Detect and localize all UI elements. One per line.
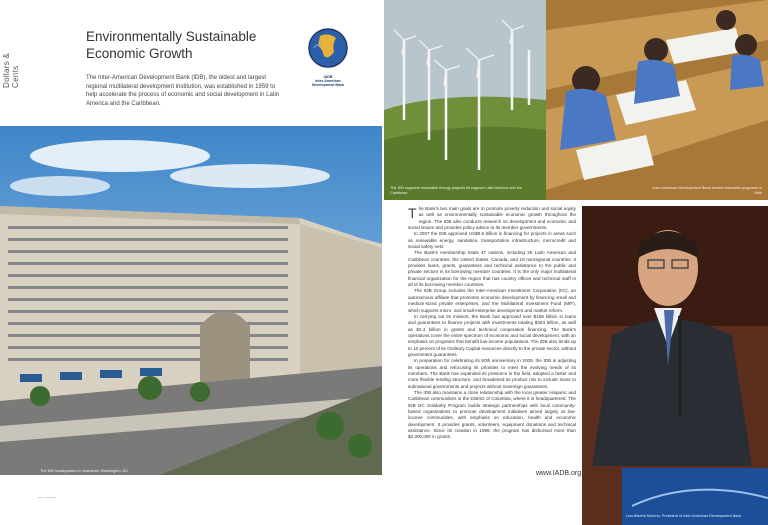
article-intro: The Inter-American Development Bank (IDB), the oldest and largest regional multilateral development institution, was established in 1959 to help accelerate the process of economic and social development in Latin America and the Caribbean. bbox=[86, 75, 280, 107]
article-body bbox=[408, 206, 576, 441]
website-link[interactable]: www.IADB.org bbox=[536, 470, 582, 477]
body-paragraph: In carrying out its mission, the Bank has approved over $155 billion in loans and guarantees to finance projects with investments totaling $353 billion, as well as $2.4 billion in grants and technical cooperation financing. The Bank's operations cover the entire spectrum of economic and social development, with an emphasis on programs that benefit low-income populations. The IDB also lends up to 10 percent of its Ordinary Capital resources directly to the private sector, without government guarantees. bbox=[408, 313, 577, 357]
logo-text-line2: Inter-American bbox=[315, 79, 341, 83]
iadb-logo bbox=[306, 26, 350, 90]
body-paragraph: In preparation for celebrating its 50th anniversary in 2009, the IDB is adjusting its operations and refocusing its priorities to meet the evolving needs of its members. The Bank has expanded its presence in the field, adopted a faster and more flexible lending structure, and broadened its product mix to include loans to subnational governments and projects without sovereign guarantees. bbox=[408, 358, 576, 389]
body-paragraph: The Bank's membership totals 47 nations, including 26 Latin American and Caribbean countries, the United States, Canada, and 19 nonregional countries. It provides loans, grants, guarantees and technical assistance to the public and private sectors in its borrowing member countries. It is the only major multilateral financial organization for the region that has country offices and technical staff in all of its borrowing member countries. bbox=[408, 250, 576, 288]
section-label: Dollars & Cents bbox=[2, 52, 20, 88]
windmills-photo bbox=[384, 0, 546, 200]
building-photo bbox=[0, 126, 383, 475]
students-photo bbox=[546, 0, 768, 200]
windmills-caption: The IDB supports renewable energy projects throughout Latin America and the Caribbean bbox=[390, 186, 523, 195]
president-photo bbox=[582, 206, 768, 525]
body-paragraph: The IDB Group includes the Inter-American Investment Corporation (IIC), an autonomous affiliate that promotes economic development by financing small and medium-sized private enterprises, and the Multilateral Investment Fund (MIF), which supports micro- and small-enterprise development and market reform. bbox=[408, 288, 576, 313]
body-paragraph: The IDB also maintains a close relationship with the local greater Hispanic and Caribbean communities in the District of Columbia, where it is headquartered. The IDB DC Solidarity Program builds strategic partnerships with local community-based organizations to promote development initiatives aimed largely at low-income communities, with emphasis on education, health and economic development. It provides grants, volunteers, equipment donations and technical assistance. Since its creation in 1998, the program has disbursed more than $2,300,000 in grants. bbox=[408, 389, 576, 440]
president-caption: Luis Alberto Moreno, President of Inter-American Development Bank bbox=[626, 514, 742, 518]
students-caption: Inter-American Development Bank-funded education programs in Haiti bbox=[652, 186, 762, 195]
dropcap: T bbox=[408, 205, 417, 221]
article-title: Environmentally Sustainable Economic Growth bbox=[86, 29, 257, 61]
building-caption: The IDB headquarters in downtown Washington, DC bbox=[40, 469, 129, 473]
page-gutter bbox=[382, 0, 384, 525]
page-folio: — —— bbox=[38, 495, 57, 501]
body-paragraph: he Bank's two main goals are to promote poverty reduction and social equity as well as environmentally sustainable economic growth throughout the region. The IDB also conducts research on development and economic and social issues and provides policy advice to its member governments. bbox=[408, 206, 576, 231]
logo-text-line1: IADB bbox=[323, 75, 333, 79]
logo-text-line3: Development Bank bbox=[311, 83, 345, 87]
body-paragraph: In 2007 the IDB approved US$8.8 billion in financing for projects in areas such as renewable energy, sanitation, transportation infrastructure, microcredit and social safety nets. bbox=[408, 231, 576, 250]
globe-icon bbox=[306, 26, 350, 70]
